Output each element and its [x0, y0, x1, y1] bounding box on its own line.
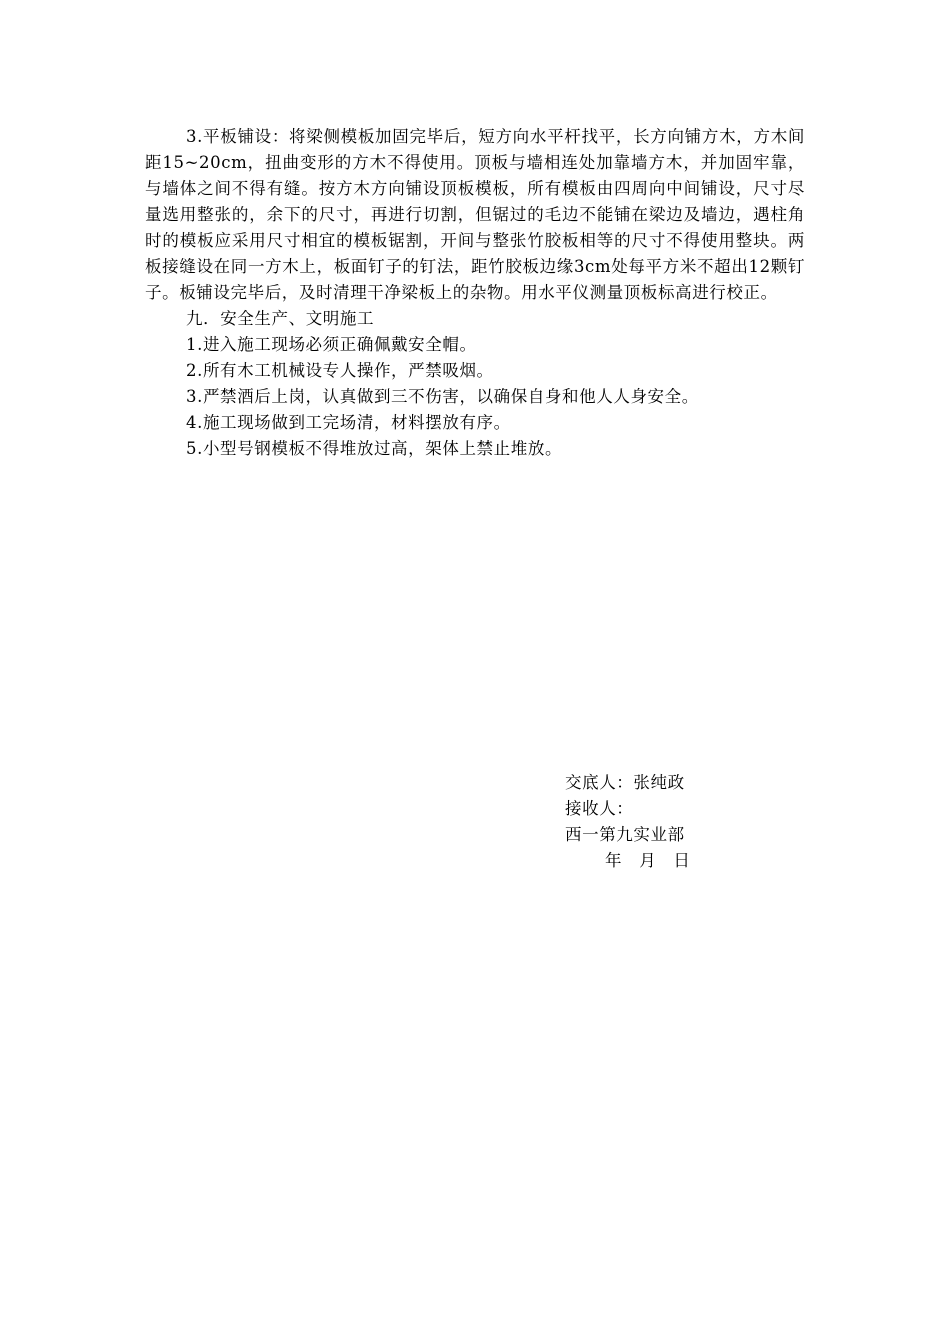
department-line: 西一第九实业部 [565, 825, 685, 844]
paragraph-formwork-laying: 3.平板铺设：将梁侧模板加固完毕后，短方向水平杆找平，长方向铺方木，方木间距15~20cm，扭曲变形的方木不得使用。顶板与墙相连处加靠墙方木，并加固牢靠，与墙体之间不得有缝。按方木方向铺设顶板模板，所有模板由四周向中间铺设，尺寸尽量选用整张的，余下的尺寸，再进行切割，但锯过的毛边不能铺在梁边及墙边，遇柱角时的模板应采用尺寸相宜的模板锯割，开间与整张竹胶板相等的尺寸不得使用整块。两板接缝设在同一方木上，板面钉子的钉法，距竹胶板边缘3cm处每平方米不超出12颗钉子。板铺设完毕后，及时清理干净梁板上的杂物。用水平仪测量顶板标高进行校正。 [145, 127, 805, 302]
document-body [145, 124, 805, 462]
safety-item-3: 3.严禁酒后上岗，认真做到三不伤害，以确保自身和他人人身安全。 [186, 387, 699, 406]
safety-item-1: 1.进入施工现场必须正确佩戴安全帽。 [186, 335, 477, 354]
safety-item-5: 5.小型号钢模板不得堆放过高，架体上禁止堆放。 [186, 439, 563, 458]
date-line: 年 月 日 [605, 851, 691, 870]
section-heading-safety: 九．安全生产、文明施工 [186, 309, 375, 328]
safety-item-4: 4.施工现场做到工完场清，材料摆放有序。 [186, 413, 511, 432]
receiver-line: 接收人： [565, 799, 634, 818]
safety-item-2: 2.所有木工机械设专人操作，严禁吸烟。 [186, 361, 494, 380]
signature-block [565, 770, 785, 874]
issuer-line: 交底人：张纯政 [565, 773, 685, 792]
